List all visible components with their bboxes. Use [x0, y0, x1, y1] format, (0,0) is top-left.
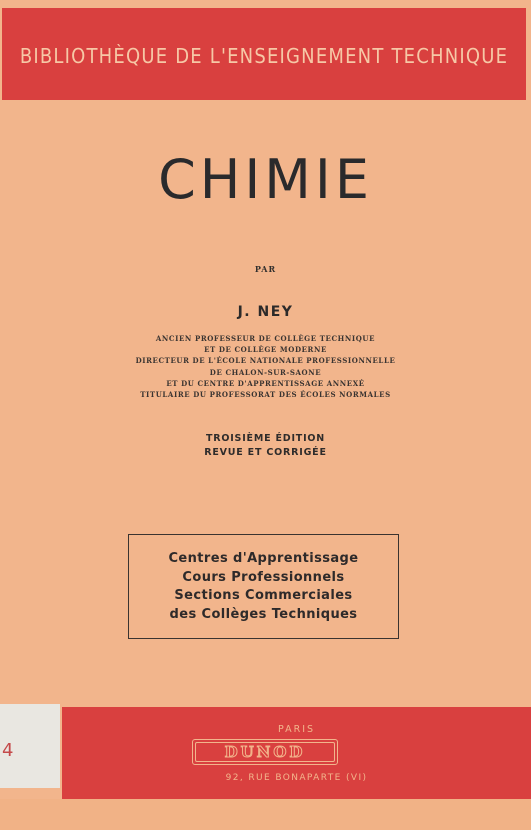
- credential-line: DE CHALON-SUR-SAONE: [209, 367, 322, 377]
- audience-line: des Collèges Techniques: [169, 606, 358, 622]
- cover-bottom-edge: [0, 799, 531, 830]
- publisher-name: DUNOD: [224, 743, 306, 761]
- audience-line: Sections Commerciales: [174, 588, 353, 603]
- credential-line: ANCIEN PROFESSEUR DE COLLÈGE TECHNIQUE: [155, 334, 376, 343]
- audience-line: Cours Professionnels: [182, 569, 345, 585]
- credential-line: TITULAIRE DU PROFESSORAT DES ÉCOLES NORMALES: [140, 390, 391, 400]
- by-line: PAR: [254, 264, 277, 274]
- sticker-mark: 4: [2, 740, 14, 761]
- publisher-city: PARIS: [277, 724, 316, 735]
- audience-box: [128, 534, 399, 639]
- credential-line: DIRECTEUR DE L'ÉCOLE NATIONALE PROFESSIONNELLE: [135, 356, 396, 366]
- series-banner: [2, 8, 526, 100]
- publisher-logo: [192, 739, 338, 765]
- audience-list: [129, 550, 398, 624]
- publisher-banner: [62, 707, 531, 799]
- edition-line: TROISIÈME ÉDITION: [205, 433, 326, 444]
- book-title: CHIMIE: [158, 148, 373, 211]
- credential-line: ET DU CENTRE D'APPRENTISSAGE ANNEXÉ: [166, 378, 365, 388]
- series-title: BIBLIOTHÈQUE DE L'ENSEIGNEMENT TECHNIQUE: [19, 44, 509, 68]
- edition-line: REVUE ET CORRIGÉE: [204, 447, 327, 458]
- library-sticker: [0, 704, 60, 788]
- audience-line: Centres d'Apprentissage: [168, 551, 359, 566]
- credential-line: ET DE COLLÈGE MODERNE: [204, 345, 327, 355]
- edition-notice: [0, 432, 531, 460]
- author-name: J. NEY: [237, 304, 294, 320]
- author-credentials: [0, 333, 531, 400]
- publisher-address: 92, RUE BONAPARTE (VI): [225, 773, 368, 783]
